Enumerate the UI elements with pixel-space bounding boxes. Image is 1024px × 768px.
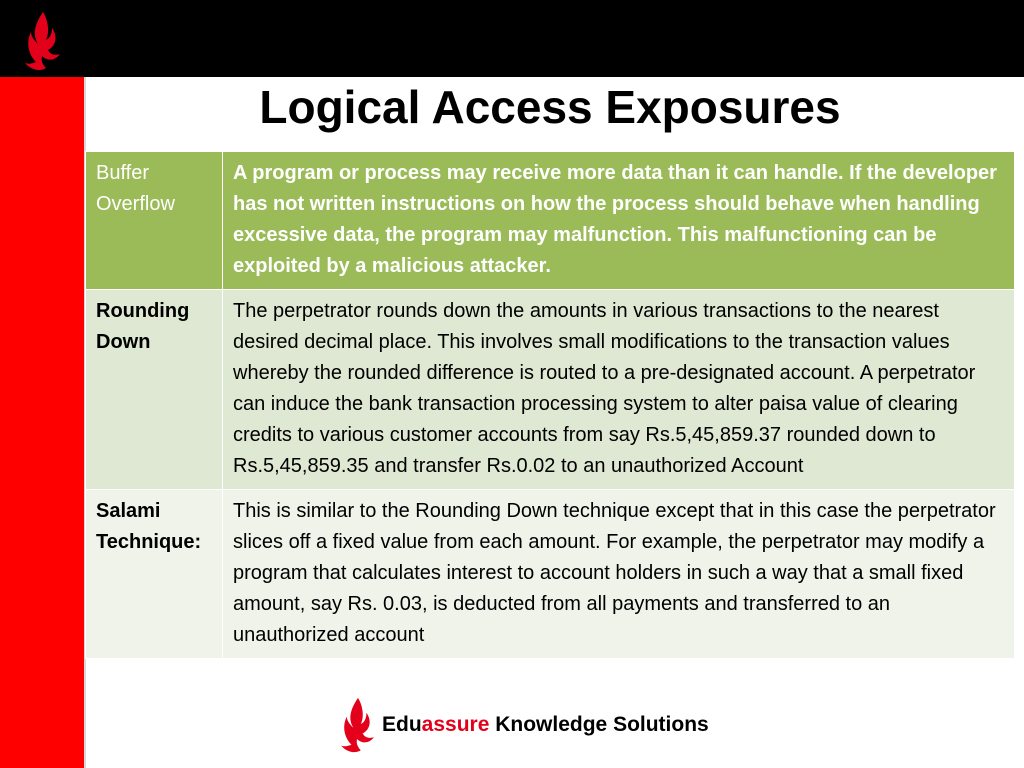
- description-cell: This is similar to the Rounding Down technique except that in this case the perpetrator slices off a fixed value from each amount. For example, the perpetrator may modify a program that calculates interest to account holders in such a way that a small fixed amount, say Rs. 0.03, is deducted from all payments and transferred to an unauthorized account: [223, 490, 1015, 659]
- table-row: [86, 290, 1015, 490]
- footer-brand: [338, 694, 709, 756]
- table-row: [86, 152, 1015, 290]
- term-cell: Rounding Down: [86, 290, 223, 490]
- brand-prefix: Edu: [382, 713, 422, 736]
- brand-name: [382, 713, 709, 737]
- brand-suffix: Knowledge Solutions: [489, 713, 709, 736]
- term-cell: Buffer Overflow: [86, 152, 223, 290]
- term-cell: Salami Technique:: [86, 490, 223, 659]
- top-bar: [0, 0, 1024, 77]
- description-cell: The perpetrator rounds down the amounts in various transactions to the nearest desired decimal place. This involves small modifications to the transaction values whereby the rounded difference is routed to a pre-designated account. A perpetrator can induce the bank transaction processing system to alter paisa value of clearing credits to various customer accounts from say Rs.5,45,859.37 rounded down to Rs.5,45,859.35 and transfer Rs.0.02 to an unauthorized Account: [223, 290, 1015, 490]
- flame-logo-icon: [338, 696, 378, 754]
- brand-accent: assure: [421, 713, 490, 736]
- flame-logo-icon: [22, 10, 64, 72]
- slide-title: Logical Access Exposures: [259, 81, 841, 133]
- side-bar: [0, 77, 84, 768]
- exposures-table: [85, 151, 1015, 659]
- description-cell: A program or process may receive more data than it can handle. If the developer has not written instructions on how the process should behave when handling excessive data, the program may malfunction. This malfunctioning can be exploited by a malicious attacker.: [223, 152, 1015, 290]
- table-row: [86, 490, 1015, 659]
